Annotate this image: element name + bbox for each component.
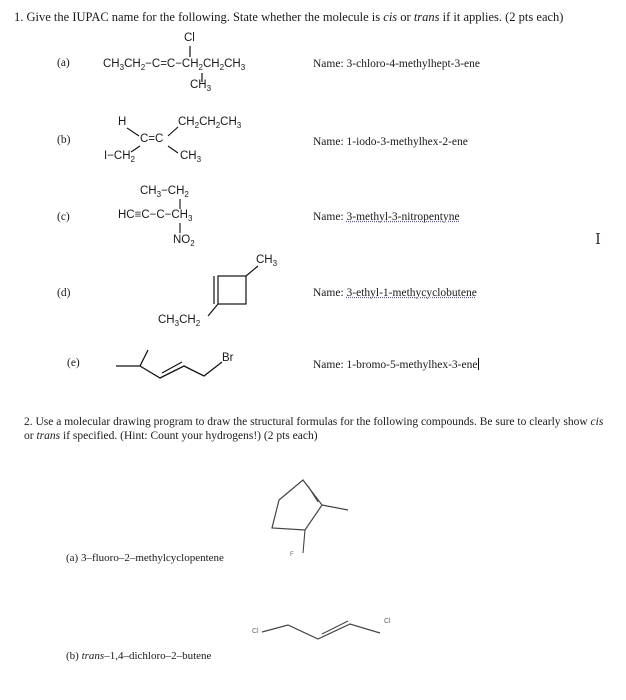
item-b-name-value: 1-iodo-3-methylhex-2-ene: [346, 136, 468, 148]
item-b-propyl: $CH_2CH_2CH_3$: [178, 116, 242, 130]
item-e-name-value: 1-bromo-5-methylhex-3-ene: [346, 359, 478, 371]
item-d-name-value: 3-ethyl-1-methycyclobutene: [346, 287, 477, 299]
item-a-right: $C-CH_2CH_2CH_3$: [166, 58, 246, 72]
item-b-label: (b): [57, 134, 71, 146]
item-d-ethyl: $CH_3CH_2$: [158, 314, 201, 328]
item-c-nitro: $NO_2$: [173, 234, 195, 248]
q2-b-chlorine-1: Cl: [252, 628, 259, 635]
item-c-main-chain: $HC\equiv C-C-CH_3$: [118, 209, 193, 223]
q2-a-caption: (a) 3–fluoro–2–methylcyclopentene: [66, 552, 224, 564]
item-d-methyl: $CH_3$: [256, 254, 278, 268]
item-a-name-prefix: Name:: [313, 58, 344, 70]
item-a-cl: Cl: [184, 32, 195, 44]
item-e-name-prefix: Name:: [313, 359, 344, 371]
item-d-label: (d): [57, 287, 71, 299]
item-b-h: H: [118, 116, 127, 128]
item-c-ethyl: $CH_3-CH_2$: [140, 185, 189, 199]
item-a-methyl: $CH_3$: [190, 79, 212, 93]
question-2-text: 2. Use a molecular drawing program to draw the structural formulas for the following compounds. Be sure to clearly show cis or trans if specified. (Hint: Count your hydrogens!) (2 pts each): [24, 416, 604, 442]
item-a-name-value: 3-chloro-4-methylhept-3-ene: [346, 58, 481, 70]
item-b-alkene: C=C: [140, 133, 164, 145]
item-b-name-prefix: Name:: [313, 136, 344, 148]
q2-a-fluorine: F: [290, 552, 294, 558]
item-e-br: Br: [222, 352, 234, 364]
text-cursor-icon: I: [595, 230, 601, 248]
item-a-double-bond: =: [160, 58, 167, 70]
q2-b-chlorine-2: Cl: [384, 618, 391, 625]
question-1-header: 1. Give the IUPAC name for the following. State whether the molecule is cis or trans if it applies. (2 pts each): [14, 10, 564, 24]
item-e-label: (e): [67, 357, 80, 369]
q2-b-caption: (b) trans–1,4–dichloro–2–butene: [66, 650, 212, 662]
item-c-name-value: 3-methyl-3-nitropentyne: [346, 211, 460, 223]
item-b-methyl: $CH_3$: [180, 150, 202, 164]
item-d-name-prefix: Name:: [313, 287, 344, 299]
item-c-label: (c): [57, 211, 70, 223]
item-c-name-prefix: Name:: [313, 211, 344, 223]
item-a-left: $CH_3CH_2-C$: [103, 58, 161, 72]
item-a-label: (a): [57, 57, 70, 69]
item-b-iodomethyl: $I-CH_2$: [104, 150, 135, 164]
